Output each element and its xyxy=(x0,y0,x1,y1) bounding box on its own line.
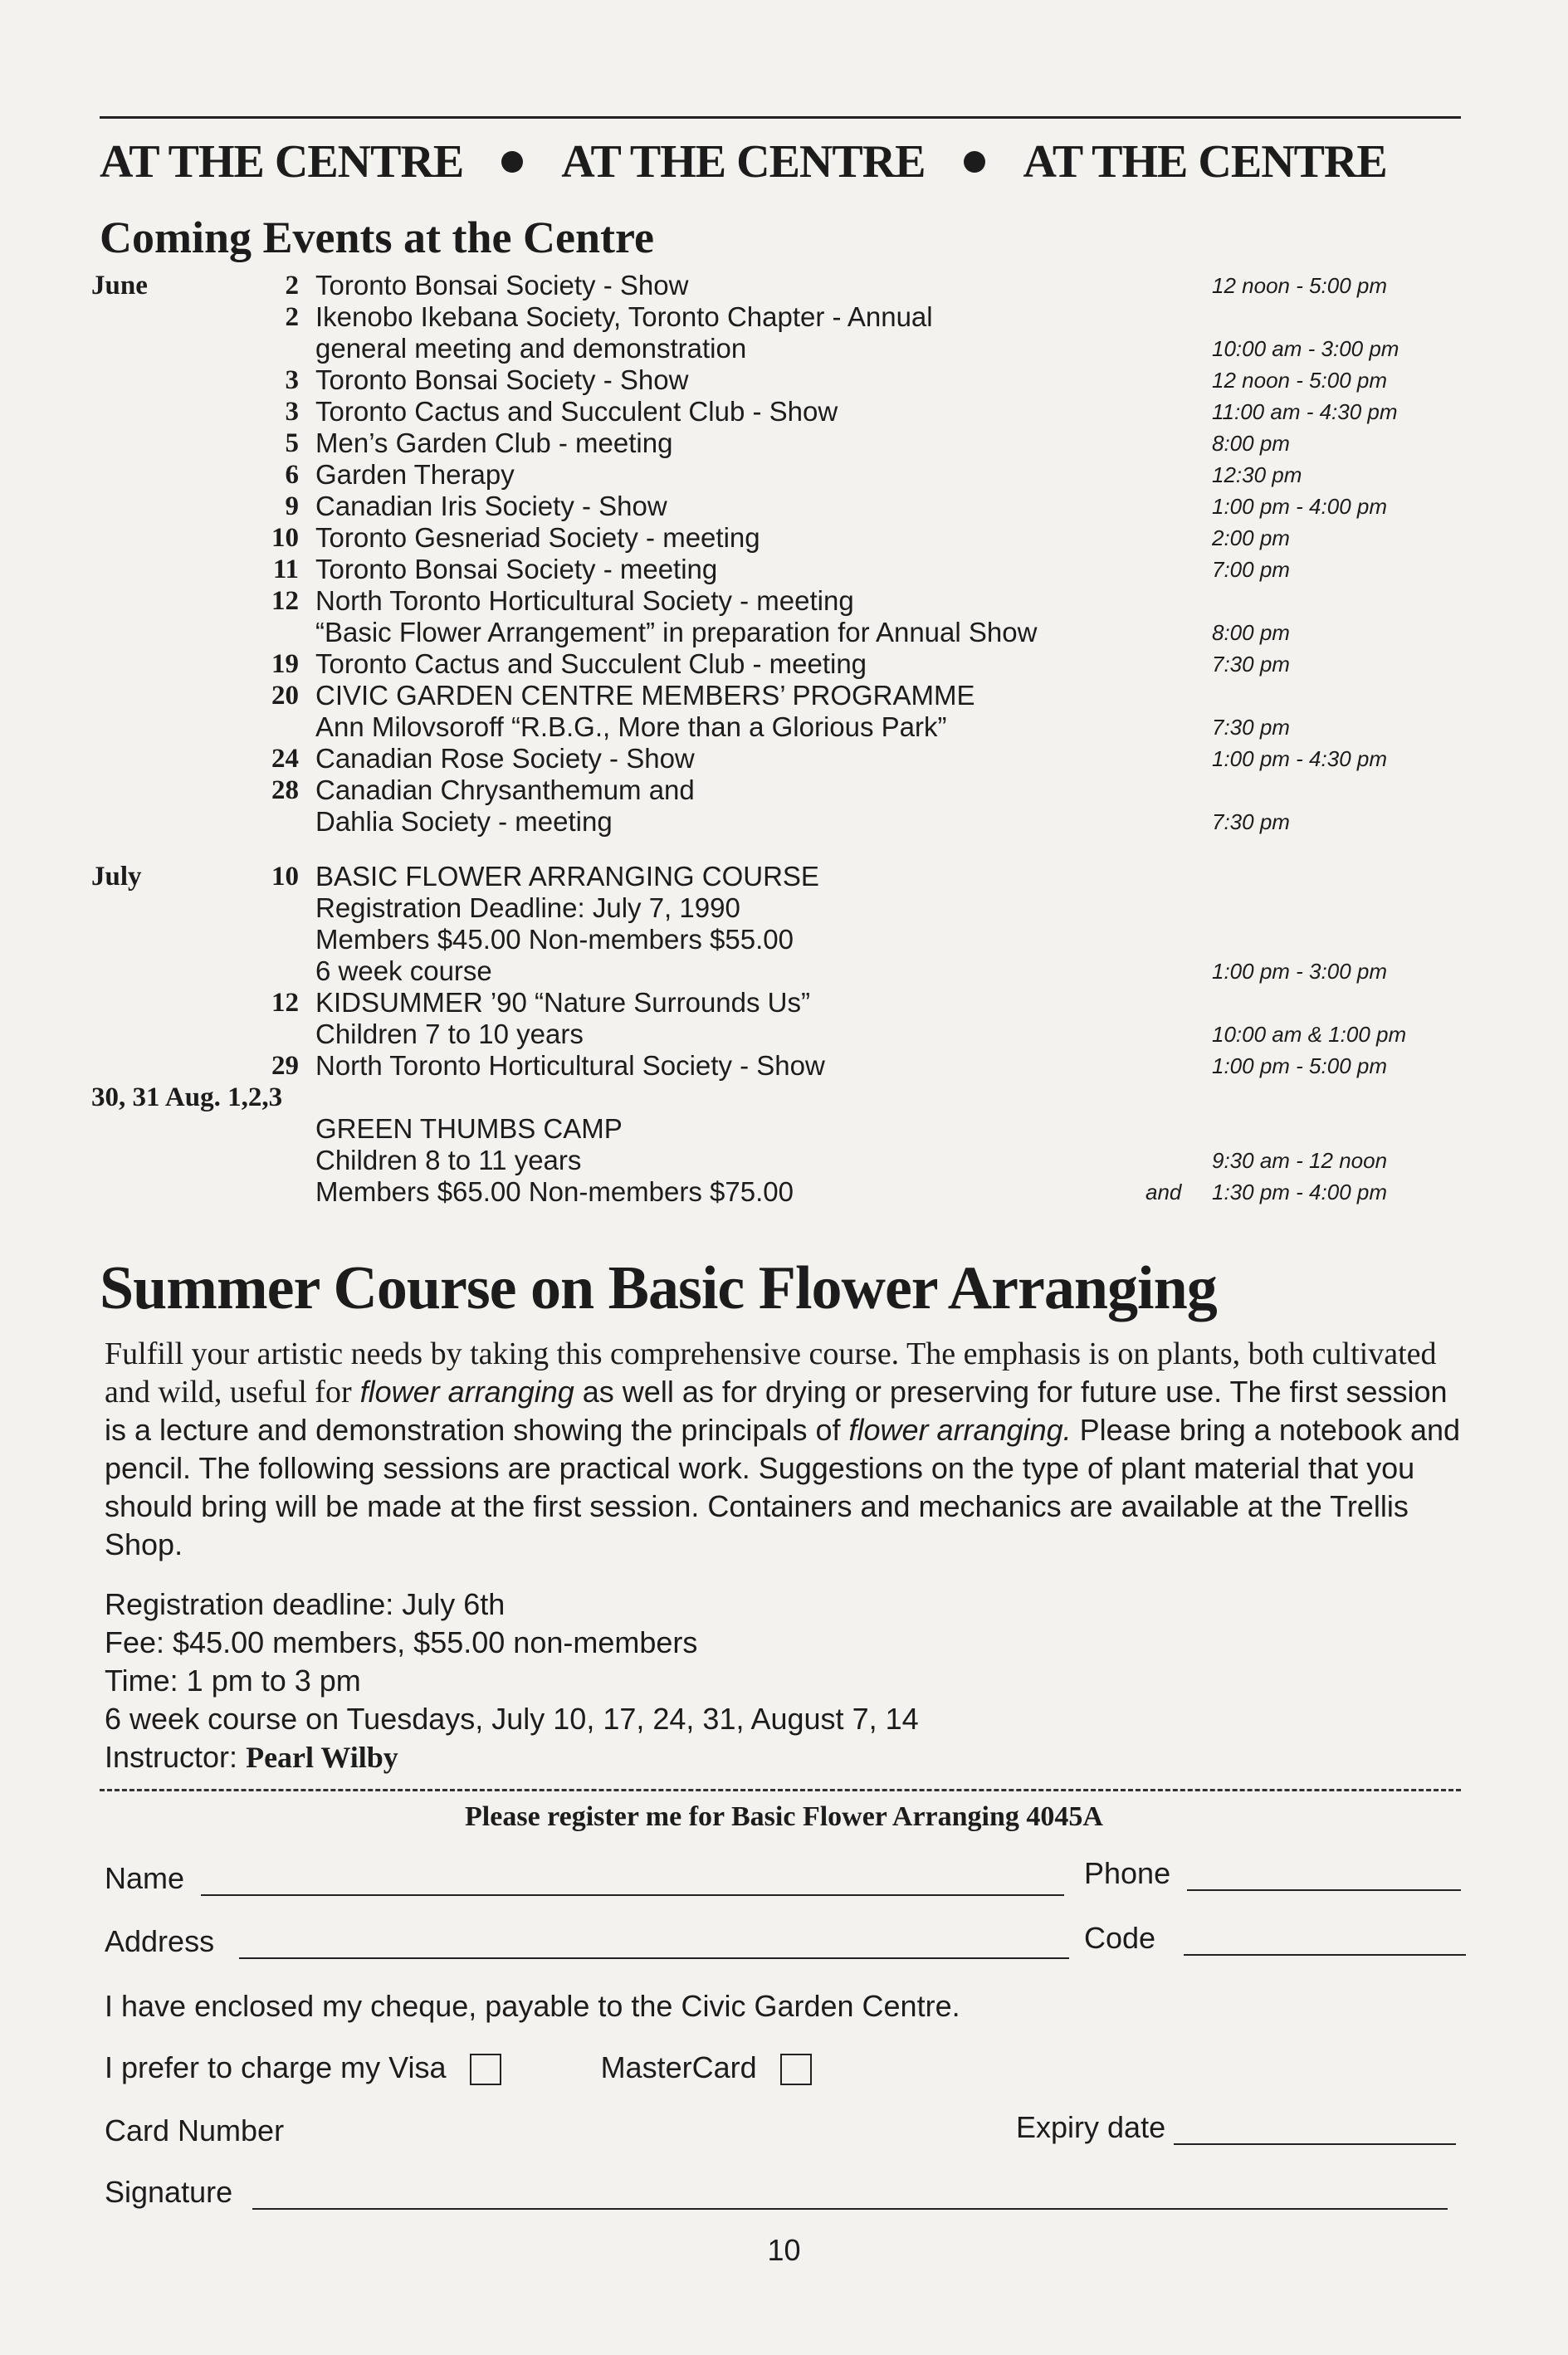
event-time-line: 10:00 am - 3:00 pm xyxy=(1212,336,1399,361)
event-line: Children 7 to 10 years xyxy=(315,1019,584,1049)
event-day: 3 xyxy=(285,397,299,427)
event-line: Toronto Bonsai Society - Show xyxy=(315,270,689,300)
event-time xyxy=(1212,861,1486,987)
event-row xyxy=(91,774,1486,838)
address-label: Address xyxy=(105,1924,215,1958)
event-line: Members $45.00 Non-members $55.00 xyxy=(315,924,794,955)
event-time-line xyxy=(1212,301,1486,333)
banner xyxy=(100,125,1461,199)
event-row xyxy=(91,364,1486,396)
event-line: Garden Therapy xyxy=(315,459,515,490)
event-time-line: 7:30 pm xyxy=(1212,715,1290,740)
intro-emphasis: flower arranging xyxy=(359,1375,574,1409)
bullet-icon xyxy=(964,151,985,173)
event-day: 11 xyxy=(272,555,299,584)
event-description xyxy=(315,301,1212,364)
event-day: 19 xyxy=(271,649,299,679)
event-time-line: 2:00 pm xyxy=(1212,525,1290,550)
top-rule xyxy=(100,116,1461,119)
event-time-line xyxy=(1212,585,1486,617)
mastercard-checkbox[interactable] xyxy=(780,2054,812,2085)
date-range: 30, 31 Aug. 1,2,3 xyxy=(91,1082,283,1112)
course-fee: Fee: $45.00 members, $55.00 non-members xyxy=(105,1625,698,1659)
event-description xyxy=(315,987,1212,1050)
event-line: 6 week course xyxy=(315,955,492,986)
event-time-line: 10:00 am & 1:00 pm xyxy=(1212,1022,1407,1047)
event-day: 5 xyxy=(285,428,299,458)
month-label: June xyxy=(91,271,148,300)
card-number-label: Card Number xyxy=(105,2113,285,2147)
event-description xyxy=(315,428,1212,459)
banner-text-3: AT THE CENTRE xyxy=(1023,136,1387,188)
event-time-line xyxy=(1212,892,1486,924)
code-field[interactable] xyxy=(1184,1926,1466,1956)
event-time-line: 8:00 pm xyxy=(1212,620,1290,645)
event-row xyxy=(91,301,1486,364)
event-row xyxy=(91,585,1486,648)
event-time xyxy=(1212,680,1486,743)
event-line: Men’s Garden Club - meeting xyxy=(315,428,673,458)
event-day: 10 xyxy=(271,523,299,553)
event-day: 20 xyxy=(271,681,299,711)
event-description xyxy=(315,743,1212,774)
event-time-line: 1:00 pm - 5:00 pm xyxy=(1212,1053,1387,1078)
charge-label: I prefer to charge my Visa xyxy=(105,2050,447,2084)
event-time-line: 12 noon - 5:00 pm xyxy=(1212,368,1388,393)
event-row xyxy=(91,680,1486,743)
event-time-line xyxy=(1212,680,1486,711)
july-events xyxy=(91,861,1486,1208)
event-line: Toronto Gesneriad Society - meeting xyxy=(315,522,760,553)
event-time xyxy=(1212,774,1486,838)
event-line: Members $65.00 Non-members $75.00 xyxy=(315,1176,794,1207)
month-label: July xyxy=(91,862,142,892)
event-time-line: 7:30 pm xyxy=(1212,652,1290,677)
event-time-line: 1:30 pm - 4:00 pm xyxy=(1212,1180,1387,1204)
event-line: KIDSUMMER ’90 “Nature Surrounds Us” xyxy=(315,987,810,1018)
event-description xyxy=(315,491,1212,522)
event-row xyxy=(91,743,1486,774)
event-description xyxy=(315,585,1212,648)
event-time-line: 1:00 pm - 4:30 pm xyxy=(1212,746,1387,771)
instructor-name: Pearl Wilby xyxy=(246,1741,398,1774)
event-description xyxy=(315,1050,1212,1082)
event-time xyxy=(1212,428,1486,459)
event-day: 2 xyxy=(285,302,299,332)
event-time-line: 1:00 pm - 3:00 pm xyxy=(1212,959,1387,984)
event-time xyxy=(1212,491,1486,522)
intro-text: Please bring a notebook and pencil. The following sessions are practical work. Suggestions on the type of plant material that you should bring will be made at the first session. Containers and mechanics are available at the Trellis Shop. xyxy=(105,1413,1461,1561)
event-row xyxy=(91,554,1486,585)
events-list xyxy=(91,270,1486,1231)
visa-checkbox[interactable] xyxy=(470,2054,501,2085)
event-description xyxy=(315,680,1212,743)
event-row xyxy=(91,987,1486,1050)
mastercard-label: MasterCard xyxy=(600,2050,757,2084)
event-time-line xyxy=(1212,1113,1486,1145)
event-description xyxy=(315,774,1212,838)
event-line: general meeting and demonstration xyxy=(315,333,747,364)
event-line: Children 8 to 11 years xyxy=(315,1145,582,1175)
event-time-line: 11:00 am - 4:30 pm xyxy=(1212,399,1398,424)
event-description xyxy=(315,459,1212,491)
event-line: Canadian Rose Society - Show xyxy=(315,743,695,774)
event-line: Toronto Cactus and Succulent Club - meeting xyxy=(315,648,867,679)
card-number-field[interactable] xyxy=(297,2120,994,2148)
signature-label: Signature xyxy=(105,2175,233,2209)
event-time-line: 1:00 pm - 4:00 pm xyxy=(1212,494,1387,519)
instructor xyxy=(105,1738,919,1776)
code-label: Code xyxy=(1084,1921,1156,1955)
event-row xyxy=(91,270,1486,301)
course-intro xyxy=(105,1335,1466,1564)
cheque-line: I have enclosed my cheque, payable to the Civic Garden Centre. xyxy=(105,1989,960,2023)
event-time xyxy=(1212,301,1486,364)
event-time-line xyxy=(1212,774,1486,806)
signature-row xyxy=(105,2175,1448,2210)
event-day: 6 xyxy=(285,460,299,490)
event-row xyxy=(91,396,1486,428)
event-line: Dahlia Society - meeting xyxy=(315,806,613,837)
event-row xyxy=(91,1082,1486,1113)
event-row xyxy=(91,1113,1486,1208)
event-day: 9 xyxy=(285,491,299,521)
phone-field[interactable] xyxy=(1187,1861,1461,1891)
event-day: 12 xyxy=(271,988,299,1018)
event-description xyxy=(315,270,1212,301)
event-description xyxy=(315,396,1212,428)
event-time xyxy=(1212,1050,1486,1082)
event-time xyxy=(1212,270,1486,301)
phone-label: Phone xyxy=(1084,1856,1171,1890)
name-field[interactable] xyxy=(201,1866,1064,1896)
event-time xyxy=(1212,522,1486,554)
intro-emphasis: flower arranging. xyxy=(848,1413,1072,1447)
event-line: North Toronto Horticultural Society - meeting xyxy=(315,585,854,616)
event-line: Ann Milovsoroff “R.B.G., More than a Glorious Park” xyxy=(315,711,947,742)
event-description xyxy=(315,861,1212,987)
event-line: Toronto Cactus and Succulent Club - Show xyxy=(315,396,838,427)
event-time-line: 7:30 pm xyxy=(1212,809,1290,834)
card-number-row xyxy=(105,2113,994,2148)
event-line: BASIC FLOWER ARRANGING COURSE xyxy=(315,861,819,892)
phone-row xyxy=(1084,1856,1461,1891)
address-field[interactable] xyxy=(239,1929,1069,1959)
bullet-icon xyxy=(501,151,523,173)
event-line: Registration Deadline: July 7, 1990 xyxy=(315,892,740,923)
registration-deadline: Registration deadline: July 6th xyxy=(105,1587,506,1621)
event-time xyxy=(1212,364,1486,396)
intro-text: as well as for drying or preserving for future use. The first session is a lecture and demonstration showing the principals of xyxy=(105,1375,1448,1447)
event-row xyxy=(91,1050,1486,1082)
page-number: 10 xyxy=(767,2233,801,2267)
event-description xyxy=(315,1113,1145,1208)
event-description xyxy=(315,554,1212,585)
event-line: CIVIC GARDEN CENTRE MEMBERS’ PROGRAMME xyxy=(315,680,975,711)
banner-text-1: AT THE CENTRE xyxy=(100,136,464,188)
event-description xyxy=(315,648,1212,680)
event-time xyxy=(1212,396,1486,428)
event-time-line xyxy=(1212,861,1486,892)
address-row xyxy=(105,1924,1069,1959)
instructor-label: Instructor: xyxy=(105,1740,238,1774)
event-time-line: 12 noon - 5:00 pm xyxy=(1212,273,1388,298)
code-row xyxy=(1084,1921,1466,1956)
event-row xyxy=(91,428,1486,459)
event-day: 10 xyxy=(271,862,299,892)
course-time: Time: 1 pm to 3 pm xyxy=(105,1664,361,1698)
event-time xyxy=(1212,554,1486,585)
event-time xyxy=(1212,743,1486,774)
event-row xyxy=(91,648,1486,680)
and-label: and xyxy=(1145,1180,1182,1204)
event-day: 24 xyxy=(271,744,299,774)
event-time-line: 8:00 pm xyxy=(1212,431,1290,456)
event-time xyxy=(1212,1113,1486,1208)
event-time-line: 7:00 pm xyxy=(1212,557,1290,582)
intro-text: Fulfill your artistic needs by taking this comprehensive course. The emphasis is on plants, both cultivated and wild, useful for xyxy=(105,1336,1437,1410)
event-line: Canadian Iris Society - Show xyxy=(315,491,667,521)
event-day: 29 xyxy=(271,1051,299,1081)
event-day: 28 xyxy=(271,775,299,805)
name-row xyxy=(105,1861,1064,1896)
event-day: 3 xyxy=(285,365,299,395)
event-line: GREEN THUMBS CAMP xyxy=(315,1113,623,1144)
event-time xyxy=(1212,648,1486,680)
banner-text-2: AT THE CENTRE xyxy=(561,136,926,188)
event-row xyxy=(91,491,1486,522)
june-events xyxy=(91,270,1486,838)
course-heading: Summer Course on Basic Flower Arranging xyxy=(100,1254,1217,1322)
event-time xyxy=(1212,459,1486,491)
event-row xyxy=(91,861,1486,987)
event-day: 12 xyxy=(271,586,299,616)
event-line: Toronto Bonsai Society - Show xyxy=(315,364,689,395)
event-description xyxy=(315,364,1212,396)
event-time xyxy=(1212,585,1486,648)
event-day: 2 xyxy=(285,271,299,300)
charge-row xyxy=(105,2050,812,2085)
expiry-field[interactable] xyxy=(1174,2115,1456,2145)
event-line: North Toronto Horticultural Society - Show xyxy=(315,1050,825,1081)
event-line: Ikenobo Ikebana Society, Toronto Chapter - Annual xyxy=(315,301,933,332)
event-time-line: 12:30 pm xyxy=(1212,462,1302,487)
expiry-label: Expiry date xyxy=(1016,2110,1166,2144)
and-column xyxy=(1145,1113,1212,1208)
event-line: “Basic Flower Arrangement” in preparation for Annual Show xyxy=(315,617,1038,647)
event-time xyxy=(1212,987,1486,1050)
event-row xyxy=(91,522,1486,554)
signature-field[interactable] xyxy=(252,2180,1448,2210)
registration-title: Please register me for Basic Flower Arranging 4045A xyxy=(465,1801,1103,1832)
event-line: Toronto Bonsai Society - meeting xyxy=(315,554,718,584)
event-time-line: 9:30 am - 12 noon xyxy=(1212,1148,1388,1173)
name-label: Name xyxy=(105,1861,185,1895)
course-schedule: 6 week course on Tuesdays, July 10, 17, 24, 31, August 7, 14 xyxy=(105,1702,919,1736)
events-heading: Coming Events at the Centre xyxy=(100,213,654,262)
event-time-line xyxy=(1212,924,1486,955)
event-line: Canadian Chrysanthemum and xyxy=(315,774,695,805)
cut-line xyxy=(100,1789,1461,1791)
event-time-line xyxy=(1212,987,1486,1019)
course-details xyxy=(105,1585,919,1776)
expiry-row xyxy=(1016,2110,1456,2145)
event-row xyxy=(91,459,1486,491)
event-description xyxy=(315,522,1212,554)
